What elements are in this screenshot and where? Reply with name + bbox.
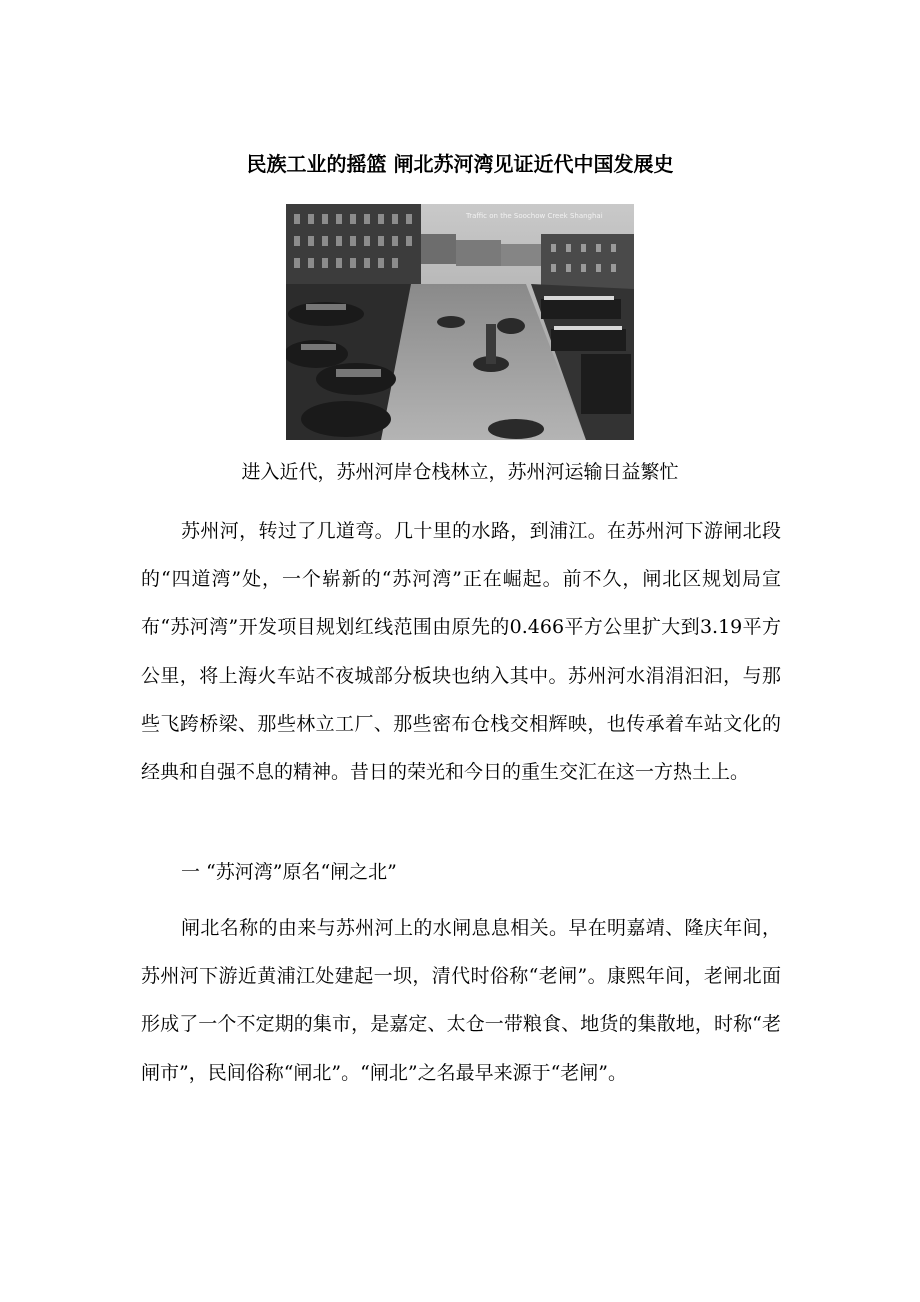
section-heading: 一 “苏河湾”原名“闸之北” <box>181 861 397 883</box>
photo-overlay-text: Traffic on the Soochow Creek Shanghai <box>466 212 603 220</box>
paragraph-2: 闸北名称的由来与苏州河上的水闸息息相关。早在明嘉靖、隆庆年间，苏州河下游近黄浦江处建起一坝，清代时俗称“老闸”。康熙年间，老闸北面形成了一个不定期的集市，是嘉定、太仓一带粮食、地货的集散地，时称“老闸市”，民间俗称“闸北”。“闸北”之名最早来源于“老闸”。 <box>141 917 781 1084</box>
historical-photo <box>286 204 634 440</box>
paragraph-1: 苏州河，转过了几道弯。几十里的水路，到浦江。在苏州河下游闸北段的“四道湾”处，一个崭新的“苏河湾”正在崛起。前不久，闸北区规划局宣布“苏河湾”开发项目规划红线范围由原先的0.466平方公里扩大到3.19平方公里，将上海火车站不夜城部分板块也纳入其中。苏州河水涓涓汩汩，与那些飞跨桥梁、那些林立工厂、那些密布仓栈交相辉映，也传承着车站文化的经典和自强不息的精神。昔日的荣光和今日的重生交汇在这一方热土上。 <box>141 520 781 784</box>
article-title: 民族工业的摇篮 闸北苏河湾见证近代中国发展史 <box>246 152 674 176</box>
photo-caption: 进入近代，苏州河岸仓栈林立，苏州河运输日益繁忙 <box>241 461 679 483</box>
